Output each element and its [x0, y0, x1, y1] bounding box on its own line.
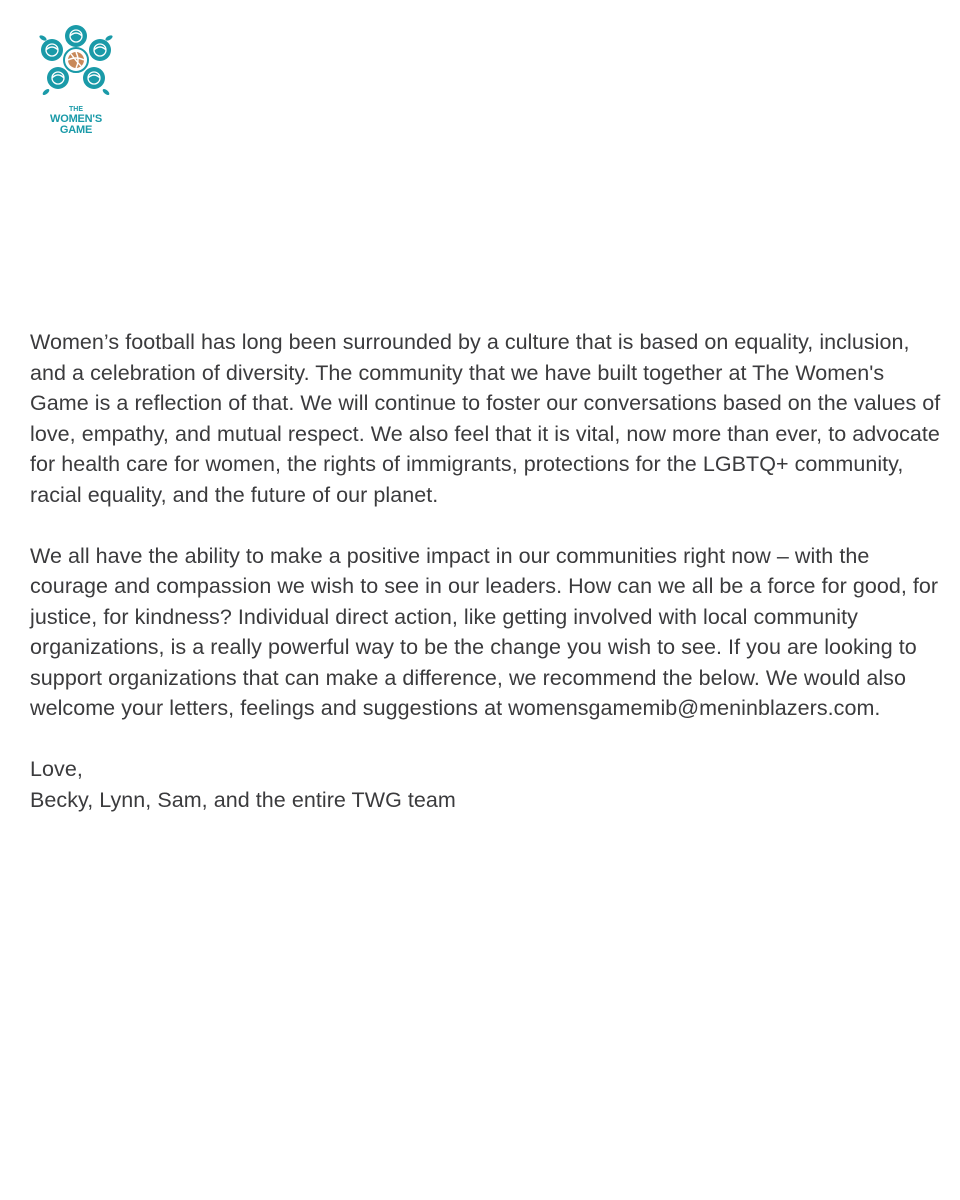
logo-line-game: GAME — [59, 124, 93, 136]
closing: Love, — [30, 757, 83, 781]
logo-wordmark — [36, 106, 116, 136]
logo-line-the: THE — [69, 106, 83, 113]
paragraph-1: Women’s football has long been surrounded by a culture that is based on equality, inclusion, and a celebration of diversity. The community that we have built together at The Women's Game is a reflection of that. We will continue to foster our conversations based on the values of love, empathy, and mutual respect. We also feel that it is vital, now more than ever, to advocate for health care for women, the rights of immigrants, protections for the LGBTQ+ community, racial equality, and the future of our planet. — [30, 330, 941, 507]
brand-logo — [36, 22, 116, 136]
letter-body — [30, 327, 945, 815]
logo-line-womens: WOMEN'S — [50, 113, 102, 125]
rose-football-icon — [36, 22, 116, 102]
signature: Becky, Lynn, Sam, and the entire TWG team — [30, 787, 456, 812]
paragraph-2: We all have the ability to make a positive impact in our communities right now – with the courage and compassion we wish to see in our leaders. How can we all be a force for good, for justice, for kindness? Individual direct action, like getting involved with local community organizations, is a really powerful way to be the change you wish to see. If you are looking to support organizations that can make a difference, we recommend the below. We would also welcome your letters, feelings and suggestions at womensgamemib@meninblazers.com. — [30, 543, 939, 720]
